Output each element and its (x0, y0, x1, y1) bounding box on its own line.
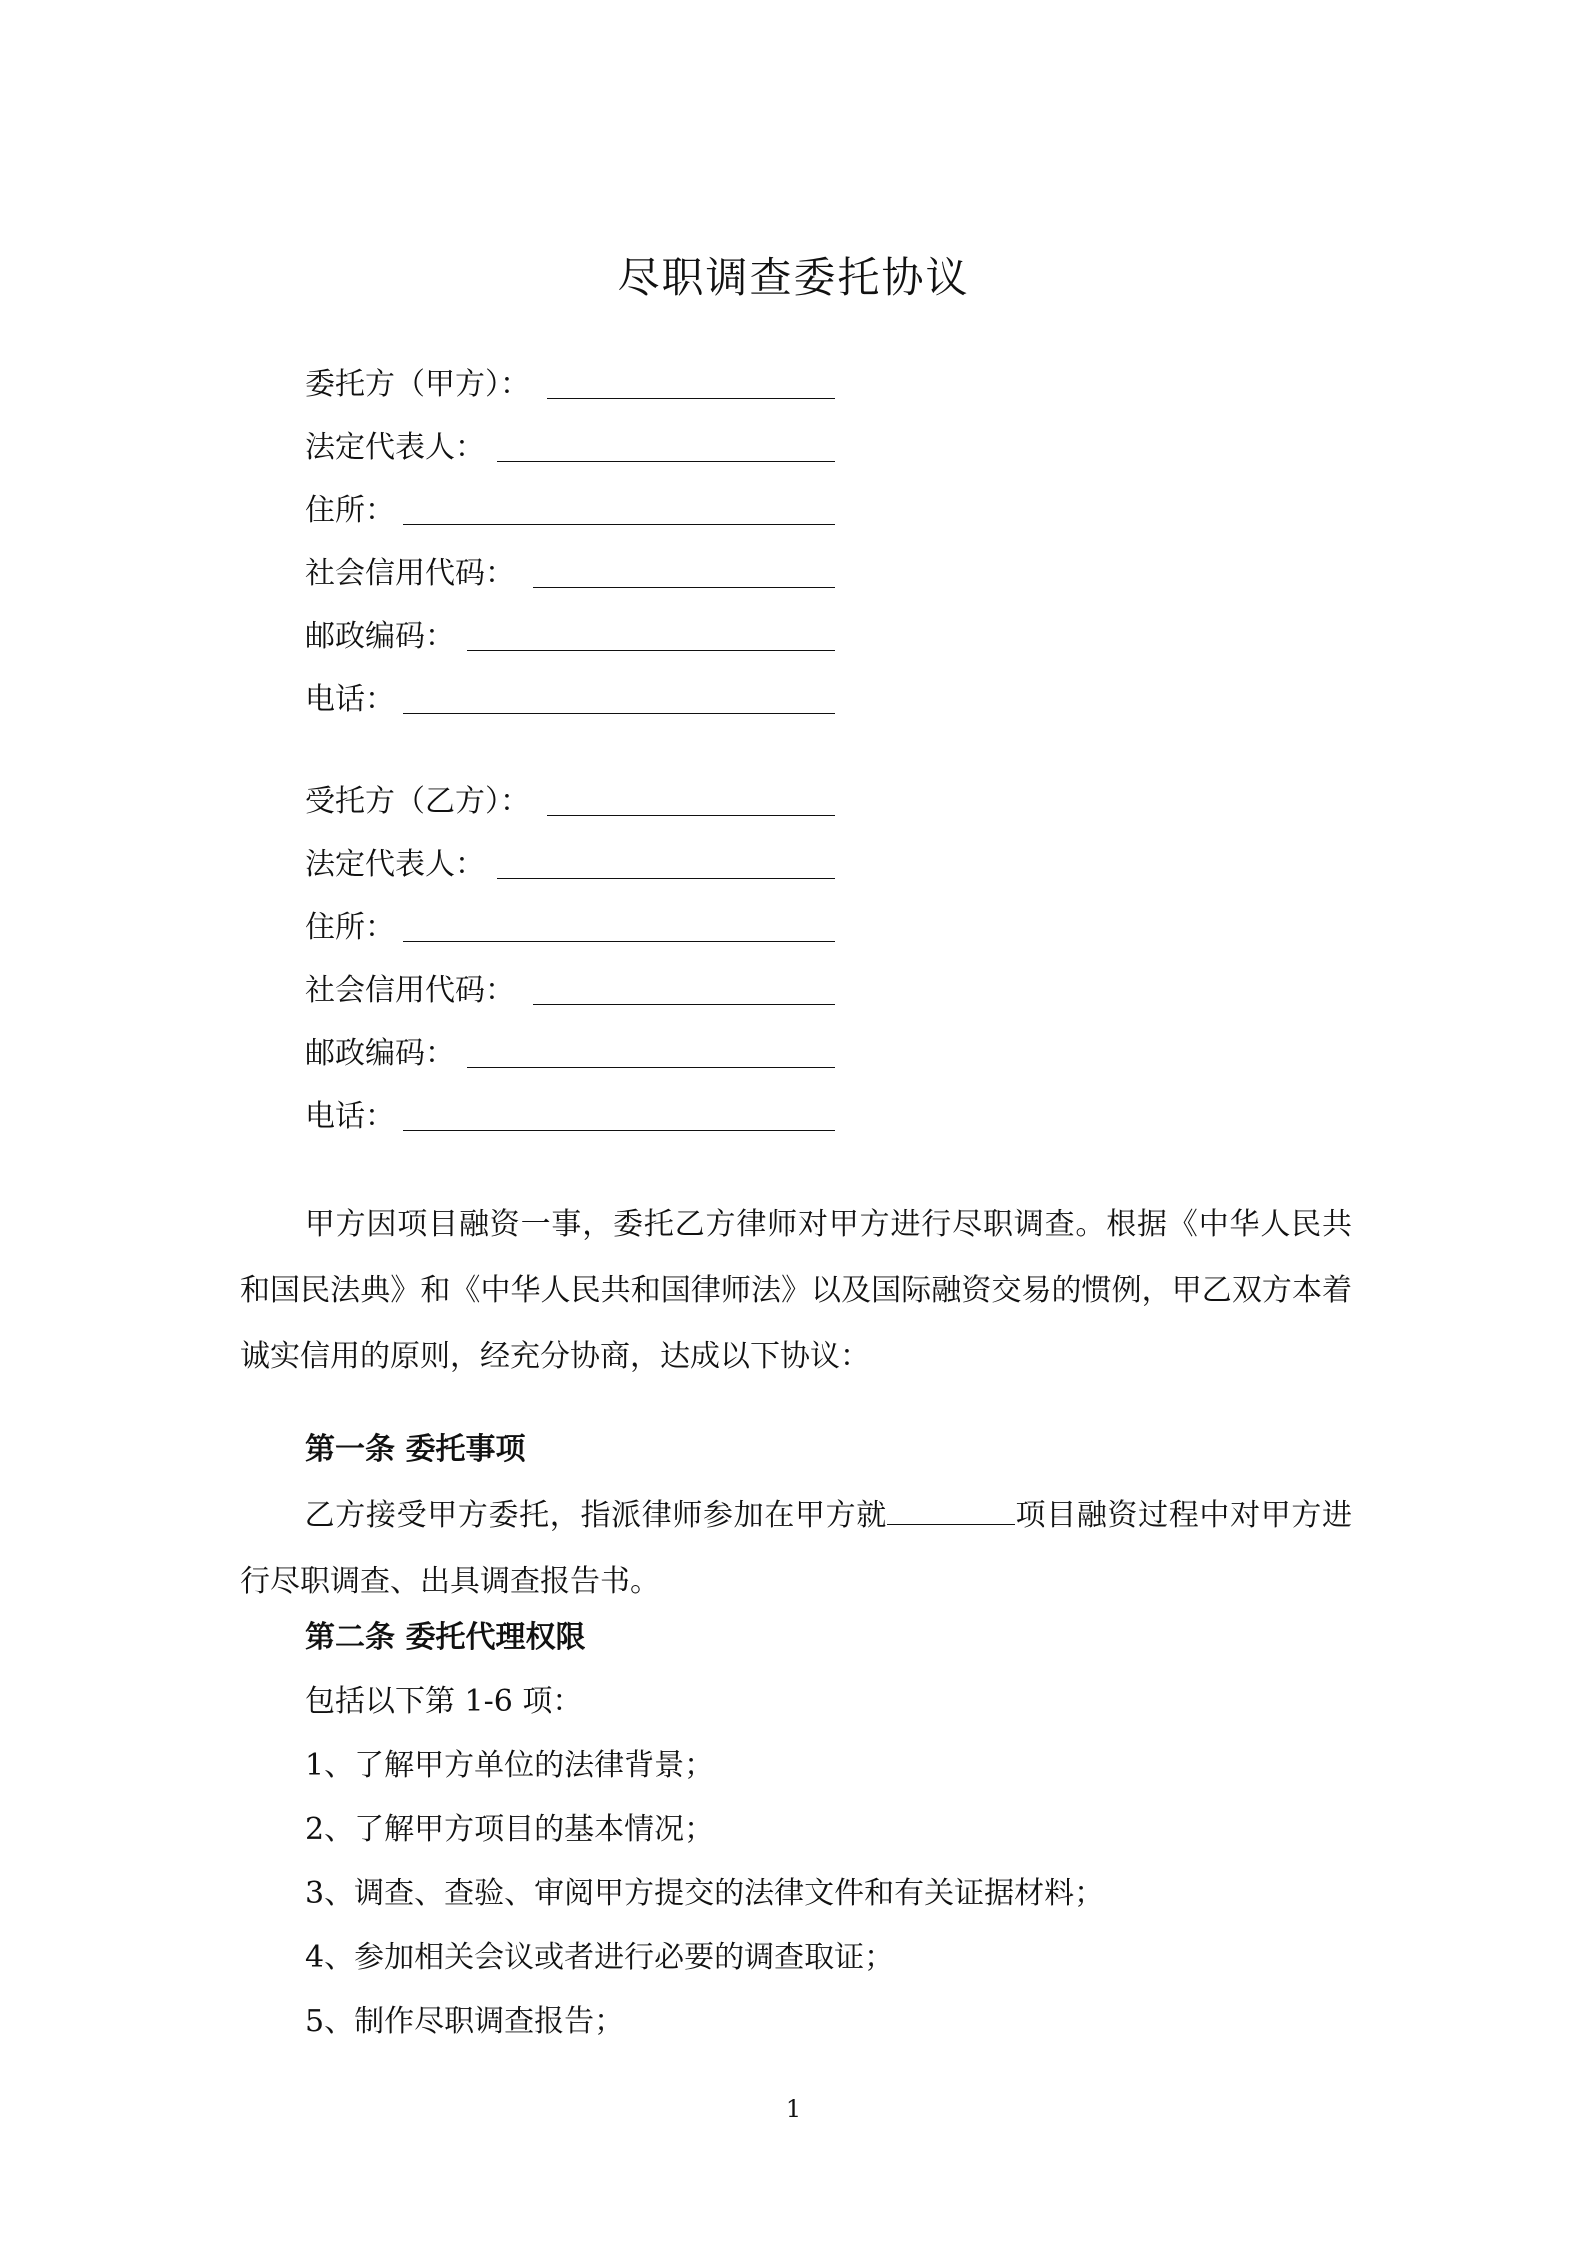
party-b-phone-field (305, 1097, 835, 1137)
field-label: 住所： (305, 493, 395, 528)
fill-in-line (497, 461, 835, 462)
article-2-heading: 第二条 委托代理权限 (305, 1620, 586, 1655)
fill-in-line (403, 713, 835, 714)
party-a-legal-rep-field (305, 428, 835, 468)
party-b-credit-code-field (305, 971, 835, 1011)
party-b-postal-code-field (305, 1034, 835, 1074)
field-label: 住所： (305, 910, 395, 945)
article-1-heading: 第一条 委托事项 (305, 1432, 526, 1467)
field-label: 法定代表人： (305, 430, 485, 465)
fill-in-line (533, 1004, 835, 1005)
list-item: 5、制作尽职调查报告； (305, 2004, 625, 2039)
party-a-address-field (305, 491, 835, 531)
field-label: 社会信用代码： (305, 556, 515, 591)
fill-in-line (403, 941, 835, 942)
article-2-intro: 包括以下第 1-6 项： (305, 1684, 583, 1719)
document-title: 尽职调查委托协议 (617, 253, 970, 302)
article-1-text-start: 乙方接受甲方委托，指派律师参加在甲方就 (304, 1498, 887, 1533)
fill-in-line (403, 524, 835, 525)
party-b-address-field (305, 908, 835, 948)
field-label: 受托方（乙方）： (305, 784, 530, 819)
field-label: 社会信用代码： (305, 973, 515, 1008)
fill-in-line (497, 878, 835, 879)
list-item: 2、了解甲方项目的基本情况； (305, 1812, 715, 1847)
fill-in-line (547, 815, 835, 816)
list-item: 4、参加相关会议或者进行必要的调查取证； (305, 1940, 895, 1975)
page-number: 1 (785, 2095, 802, 2123)
fill-in-line (467, 1067, 835, 1068)
field-label: 邮政编码： (305, 1036, 455, 1071)
party-a-phone-field (305, 680, 835, 720)
party-b-name-field (305, 782, 835, 822)
party-a-postal-code-field (305, 617, 835, 657)
intro-paragraph (240, 1192, 1352, 1390)
party-a-credit-code-field (305, 554, 835, 594)
fill-in-line (547, 398, 835, 399)
article-1-text-end: 项目融资过程中对甲方进行尽职调查、出具调查报告书。 (240, 1498, 1353, 1599)
list-item: 3、调查、查验、审阅甲方提交的法律文件和有关证据材料； (305, 1876, 1105, 1911)
party-b-legal-rep-field (305, 845, 835, 885)
intro-text: 甲方因项目融资一事，委托乙方律师对甲方进行尽职调查。根据《中华人民共和国民法典》和《中华人民共和国律师法》以及国际融资交易的惯例，甲乙双方本着诚实信用的原则，经充分协商，达成以下协议： (240, 1207, 1352, 1374)
field-label: 电话： (305, 1099, 395, 1134)
list-item: 1、了解甲方单位的法律背景； (305, 1748, 715, 1783)
party-a-name-field (305, 365, 835, 405)
article-1-paragraph (240, 1483, 1352, 1615)
project-name-blank (887, 1494, 1015, 1525)
field-label: 邮政编码： (305, 619, 455, 654)
field-label: 法定代表人： (305, 847, 485, 882)
fill-in-line (403, 1130, 835, 1131)
fill-in-line (467, 650, 835, 651)
field-label: 委托方（甲方）： (305, 367, 530, 402)
fill-in-line (533, 587, 835, 588)
field-label: 电话： (305, 682, 395, 717)
